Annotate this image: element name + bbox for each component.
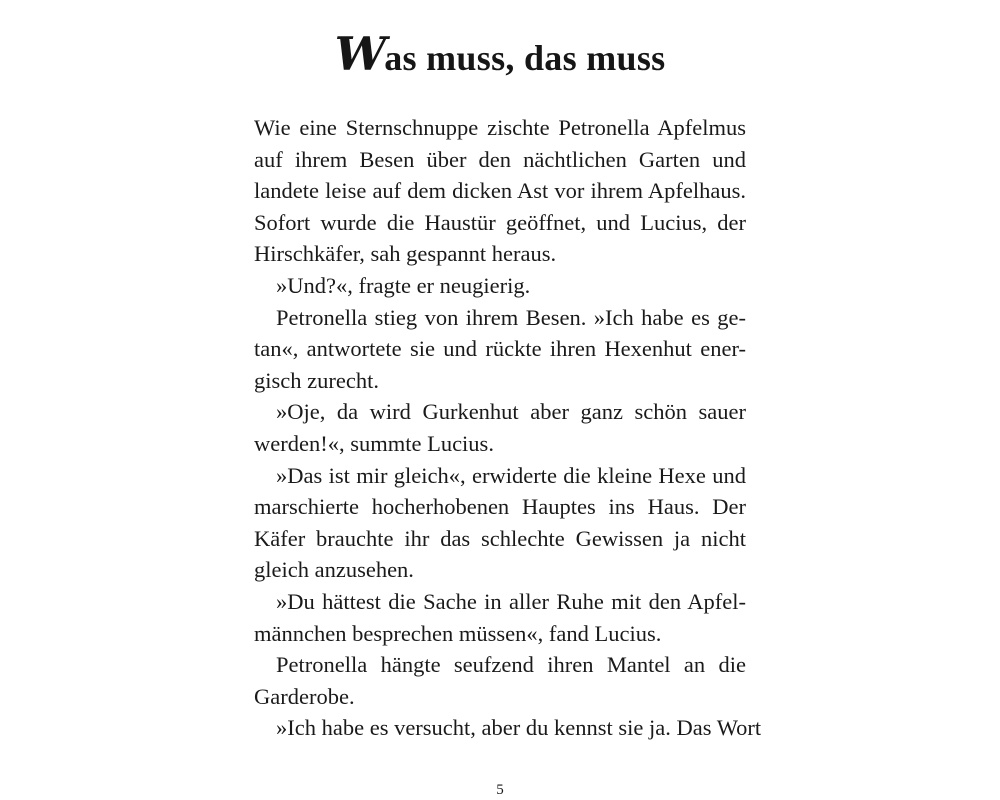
text-line: »Du hättest die Sache in aller Ruhe mit den Apfel- xyxy=(276,588,746,614)
text-line: »Oje, da wird Gurkenhut aber ganz schön sauer xyxy=(276,399,746,425)
text-line: Wie eine Sternschnuppe zischte Petronella Apfelmus xyxy=(254,115,746,140)
text-line: »Ich habe es versucht, aber du kennst sie ja. Das Wort xyxy=(276,715,762,741)
text-line: Garderobe. xyxy=(254,683,355,709)
page-number: 5 xyxy=(496,782,504,798)
chapter-title xyxy=(0,26,1000,86)
text-line: gleich anzusehen. xyxy=(254,557,414,583)
text-line: tan«, antwortete sie und rückte ihren Hexenhut ener- xyxy=(254,336,746,362)
text-line: Käfer brauchte ihr das schlechte Gewissen ja nicht xyxy=(254,525,746,551)
text-line: werden!«, summte Lucius. xyxy=(254,430,494,456)
text-line: Petronella hängte seufzend ihren Mantel an die xyxy=(276,652,746,678)
text-line: auf ihrem Besen über den nächtlichen Garten und xyxy=(254,146,746,172)
text-line: Hirschkäfer, sah gespannt heraus. xyxy=(254,241,557,267)
text-line: landete leise auf dem dicken Ast vor ihrem Apfelhaus. xyxy=(254,178,746,204)
text-line: »Und?«, fragte er neugierig. xyxy=(276,272,531,298)
text-line: männchen besprechen müssen«, fand Lucius. xyxy=(254,620,662,646)
text-line: marschierte hocherhobenen Hauptes ins Haus. Der xyxy=(254,494,746,520)
text-line: »Das ist mir gleich«, erwiderte die kleine Hexe und xyxy=(276,462,746,488)
text-line: Sofort wurde die Haustür geöffnet, und Lucius, der xyxy=(254,209,746,235)
chapter-title-initial: W xyxy=(334,27,385,82)
text-line: Petronella stieg von ihrem Besen. »Ich habe es ge- xyxy=(276,304,746,330)
chapter-title-rest: as muss, das muss xyxy=(384,38,666,79)
text-line: gisch zurecht. xyxy=(254,367,379,393)
body-text xyxy=(254,112,762,744)
